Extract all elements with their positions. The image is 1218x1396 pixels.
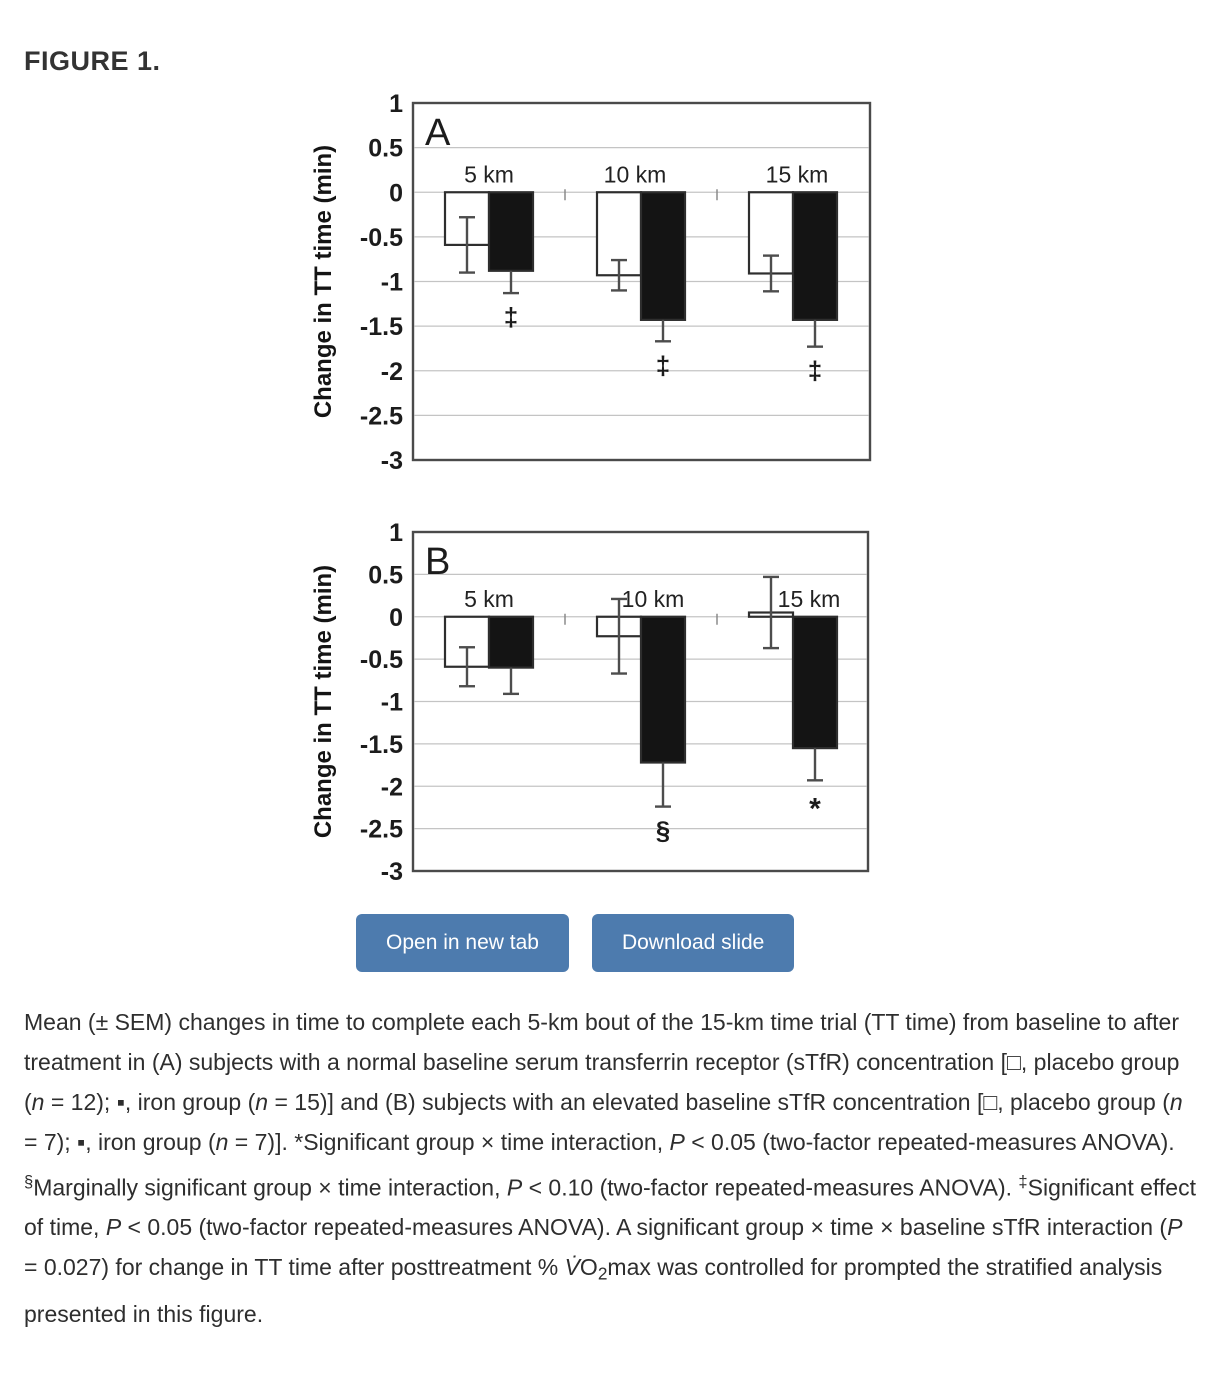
y-axis-title: Change in TT time (min) bbox=[310, 144, 337, 419]
caption-segment: n bbox=[255, 1089, 269, 1115]
caption-segment: Marginally significant group × time interaction, bbox=[33, 1174, 507, 1201]
caption-segment: Significant effect of time, bbox=[24, 1174, 1196, 1241]
figure-actions bbox=[356, 914, 794, 972]
y-tick-label: -0.5 bbox=[359, 646, 403, 675]
significance-marker: ‡ bbox=[807, 355, 823, 386]
caption-segment: = 7); ▪, iron group ( bbox=[24, 1129, 216, 1155]
y-tick-label: 0 bbox=[389, 603, 403, 632]
caption-segment: n bbox=[31, 1089, 45, 1115]
y-tick-label: -2 bbox=[380, 357, 403, 386]
category-label: 15 km bbox=[777, 585, 841, 612]
bar-iron-10km bbox=[641, 192, 685, 320]
category-label: 15 km bbox=[765, 161, 829, 188]
caption-segment: < 0.10 (two-factor repeated-measures ANOVA). bbox=[522, 1174, 1019, 1201]
category-label: 5 km bbox=[464, 585, 514, 612]
caption-segment: ‡ bbox=[1018, 1172, 1028, 1191]
caption-segment: = 12); ▪, iron group ( bbox=[44, 1089, 256, 1115]
panel-letter: A bbox=[425, 112, 451, 154]
y-tick-label: -3 bbox=[380, 858, 403, 886]
bar-iron-10km bbox=[641, 617, 685, 763]
caption-segment: V̇ bbox=[564, 1254, 580, 1281]
significance-marker: ‡ bbox=[503, 302, 519, 333]
significance-marker: * bbox=[809, 792, 821, 826]
y-tick-label: -1.5 bbox=[359, 313, 403, 342]
chart-panel-b bbox=[300, 515, 880, 905]
caption-segment: = 7)]. *Significant group × time interaction, bbox=[228, 1129, 670, 1155]
y-tick-label: 1 bbox=[389, 519, 403, 547]
caption-segment: P bbox=[506, 1174, 523, 1201]
y-tick-label: -3 bbox=[380, 447, 403, 475]
download-slide-button[interactable]: Download slide bbox=[592, 914, 794, 972]
caption-segment: = 0.027) for change in TT time after posttreatment % bbox=[24, 1254, 565, 1281]
open-in-new-tab-button[interactable]: Open in new tab bbox=[356, 914, 569, 972]
bar-iron-15km bbox=[793, 192, 837, 320]
y-tick-label: -1 bbox=[380, 268, 403, 297]
y-axis-title: Change in TT time (min) bbox=[310, 564, 337, 839]
y-tick-label: 0 bbox=[389, 179, 403, 208]
caption-segment: Mean (± SEM) changes in time to complete each 5-km bout of the 15-km time trial (TT time) from baseline to after treatment in (A) subjects with a normal baseline serum transferrin receptor (sTfR) concentration [□, placebo group ( bbox=[24, 1009, 1180, 1115]
caption-segment: n bbox=[1169, 1089, 1183, 1115]
y-tick-label: -1.5 bbox=[359, 730, 403, 759]
y-tick-label: -2 bbox=[380, 773, 403, 802]
figure-title: FIGURE 1. bbox=[24, 46, 161, 77]
chart-panel-a bbox=[300, 85, 880, 490]
category-label: 10 km bbox=[621, 585, 685, 612]
significance-marker: ‡ bbox=[655, 350, 671, 381]
y-tick-label: -2.5 bbox=[359, 402, 403, 431]
bar-iron-15km bbox=[793, 617, 837, 748]
y-tick-label: -2.5 bbox=[359, 815, 403, 844]
caption-segment: § bbox=[24, 1172, 34, 1191]
bar-iron-5km bbox=[489, 192, 533, 271]
caption-segment: O bbox=[579, 1254, 598, 1281]
y-tick-label: -1 bbox=[380, 688, 403, 717]
caption-segment: = 15)] and (B) subjects with an elevated baseline sTfR concentration [□, placebo group ( bbox=[268, 1089, 1170, 1115]
caption-segment: < 0.05 (two-factor repeated-measures ANOVA). A significant group × time × baseline sTfR interaction ( bbox=[121, 1214, 1168, 1241]
significance-marker: § bbox=[655, 815, 671, 846]
caption-segment: P bbox=[1167, 1214, 1183, 1241]
bar-iron-5km bbox=[489, 617, 533, 668]
y-tick-label: -0.5 bbox=[359, 223, 403, 252]
caption-segment: < 0.05 (two-factor repeated-measures ANOVA). bbox=[684, 1129, 1175, 1155]
category-label: 5 km bbox=[464, 161, 514, 188]
caption-segment: 2 bbox=[597, 1263, 608, 1284]
caption-segment: P bbox=[669, 1129, 685, 1155]
y-tick-label: 1 bbox=[389, 90, 403, 118]
y-tick-label: 0.5 bbox=[368, 561, 403, 590]
panel-letter: B bbox=[425, 541, 451, 583]
caption-segment: max was controlled for prompted the stratified analysis presented in this figure. bbox=[24, 1254, 1163, 1327]
category-label: 10 km bbox=[603, 161, 667, 188]
caption-segment: n bbox=[215, 1129, 229, 1155]
y-tick-label: 0.5 bbox=[368, 134, 403, 163]
figure-caption bbox=[24, 1002, 1196, 1334]
caption-segment: P bbox=[105, 1214, 122, 1241]
